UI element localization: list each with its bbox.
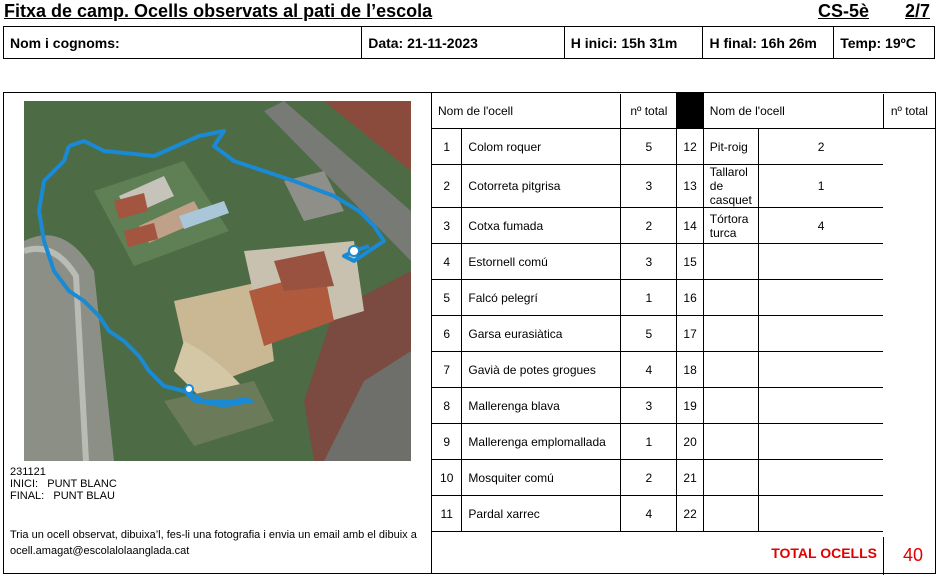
table-row xyxy=(432,208,936,244)
page-title: Fitxa de camp. Ocells observats al pati de l’escola xyxy=(4,1,433,21)
table-row xyxy=(432,424,936,460)
row-number: 6 xyxy=(432,316,462,352)
table-row xyxy=(432,388,936,424)
bird-total[interactable] xyxy=(758,244,883,280)
bird-name[interactable]: Cotorreta pitgrisa xyxy=(462,165,621,208)
page-number: 2/7 xyxy=(905,1,931,21)
aerial-map-svg xyxy=(24,101,411,461)
bird-name[interactable]: Tallarol de casquet xyxy=(703,165,758,208)
table-row xyxy=(432,460,936,496)
table-row xyxy=(432,316,936,352)
bird-name[interactable]: Mosquiter comú xyxy=(462,460,621,496)
row-number: 10 xyxy=(432,460,462,496)
row-number: 2 xyxy=(432,165,462,208)
bird-total[interactable] xyxy=(758,316,883,352)
bird-name[interactable]: Mallerenga emplomallada xyxy=(462,424,621,460)
end-time-field: H final: 16h 26m xyxy=(703,27,834,58)
row-number: 22 xyxy=(677,496,703,532)
bird-name[interactable]: Pit-roig xyxy=(703,129,758,165)
bird-total[interactable]: 1 xyxy=(621,280,677,316)
bird-total[interactable]: 2 xyxy=(621,208,677,244)
total-value: 40 xyxy=(902,545,923,565)
bird-total[interactable]: 4 xyxy=(621,496,677,532)
bird-name[interactable] xyxy=(703,316,758,352)
bird-total[interactable]: 4 xyxy=(621,352,677,388)
row-number: 15 xyxy=(677,244,703,280)
date-field: Data: 21-11-2023 xyxy=(362,27,565,58)
row-number: 17 xyxy=(677,316,703,352)
main-panel xyxy=(3,92,936,574)
bird-name[interactable] xyxy=(703,460,758,496)
bird-name[interactable] xyxy=(703,280,758,316)
bird-total[interactable] xyxy=(758,280,883,316)
temperature-field: Temp: 19ºC xyxy=(840,35,916,51)
total-label: TOTAL OCELLS xyxy=(771,545,877,561)
bird-name[interactable]: Gavià de potes grogues xyxy=(462,352,621,388)
row-number: 11 xyxy=(432,496,462,532)
row-number: 12 xyxy=(677,129,703,165)
row-number: 1 xyxy=(432,129,462,165)
bird-name[interactable]: Mallerenga blava xyxy=(462,388,621,424)
row-number: 9 xyxy=(432,424,462,460)
bird-total[interactable] xyxy=(758,388,883,424)
bird-total[interactable]: 2 xyxy=(758,129,883,165)
end-point-blue xyxy=(185,385,193,393)
bird-total[interactable]: 1 xyxy=(758,165,883,208)
table-row xyxy=(432,129,936,165)
name-field[interactable]: Nom i cognoms: xyxy=(4,27,362,58)
col-name-header-2: Nom de l'ocell xyxy=(703,94,883,129)
bird-name[interactable]: Garsa eurasiàtica xyxy=(462,316,621,352)
bird-name[interactable]: Pardal xarrec xyxy=(462,496,621,532)
bird-total[interactable]: 2 xyxy=(621,460,677,496)
bird-name[interactable] xyxy=(703,388,758,424)
bird-total[interactable]: 3 xyxy=(621,165,677,208)
col-name-header: Nom de l'ocell xyxy=(432,94,621,129)
bird-total[interactable]: 5 xyxy=(621,129,677,165)
map-note-end: FINAL: PUNT BLAU xyxy=(10,490,115,502)
map-note-date: 231121 xyxy=(10,466,46,478)
row-number: 16 xyxy=(677,280,703,316)
bird-name[interactable] xyxy=(703,352,758,388)
bird-name[interactable]: Cotxa fumada xyxy=(462,208,621,244)
bird-total[interactable]: 5 xyxy=(621,316,677,352)
table-row xyxy=(432,280,936,316)
table-header xyxy=(432,94,936,129)
table-row xyxy=(432,496,936,532)
black-separator xyxy=(677,94,703,129)
bird-total[interactable]: 4 xyxy=(758,208,883,244)
birds-table xyxy=(431,93,935,532)
total-row xyxy=(431,537,935,575)
bird-name[interactable] xyxy=(703,244,758,280)
bird-name[interactable]: Colom roquer xyxy=(462,129,621,165)
bird-total[interactable]: 3 xyxy=(621,244,677,280)
bird-total[interactable] xyxy=(758,424,883,460)
bird-name[interactable] xyxy=(703,424,758,460)
row-number: 18 xyxy=(677,352,703,388)
total-separator xyxy=(883,537,884,575)
table-row xyxy=(432,352,936,388)
row-number: 5 xyxy=(432,280,462,316)
row-number: 14 xyxy=(677,208,703,244)
route-map-image xyxy=(24,101,411,461)
row-number: 19 xyxy=(677,388,703,424)
bird-total[interactable] xyxy=(758,496,883,532)
row-number: 21 xyxy=(677,460,703,496)
bird-total[interactable]: 3 xyxy=(621,388,677,424)
bird-total[interactable] xyxy=(758,460,883,496)
row-number: 7 xyxy=(432,352,462,388)
col-total-header: nº total xyxy=(621,94,677,129)
bird-total[interactable]: 1 xyxy=(621,424,677,460)
table-row xyxy=(432,165,936,208)
bird-name[interactable]: Estornell comú xyxy=(462,244,621,280)
row-number: 8 xyxy=(432,388,462,424)
row-number: 20 xyxy=(677,424,703,460)
info-bar xyxy=(3,26,935,59)
bird-name[interactable]: Falcó pelegrí xyxy=(462,280,621,316)
instructions-text: Tria un ocell observat, dibuixa’l, fes-li una fotografia i envia un email amb el dibuix a ocell.amagat@escolalolaanglada.cat xyxy=(10,529,417,557)
row-number: 13 xyxy=(677,165,703,208)
start-time-field: H inici: 15h 31m xyxy=(565,27,704,58)
col-total-header-2: nº total xyxy=(883,94,935,129)
bird-name[interactable]: Tórtora turca xyxy=(703,208,758,244)
row-number: 3 xyxy=(432,208,462,244)
row-number: 4 xyxy=(432,244,462,280)
map-note-start: INICI: PUNT BLANC xyxy=(10,478,117,490)
bird-name[interactable] xyxy=(703,496,758,532)
bird-total[interactable] xyxy=(758,352,883,388)
table-row xyxy=(432,244,936,280)
start-point-white xyxy=(349,246,359,256)
course-code: CS-5è xyxy=(818,1,870,21)
